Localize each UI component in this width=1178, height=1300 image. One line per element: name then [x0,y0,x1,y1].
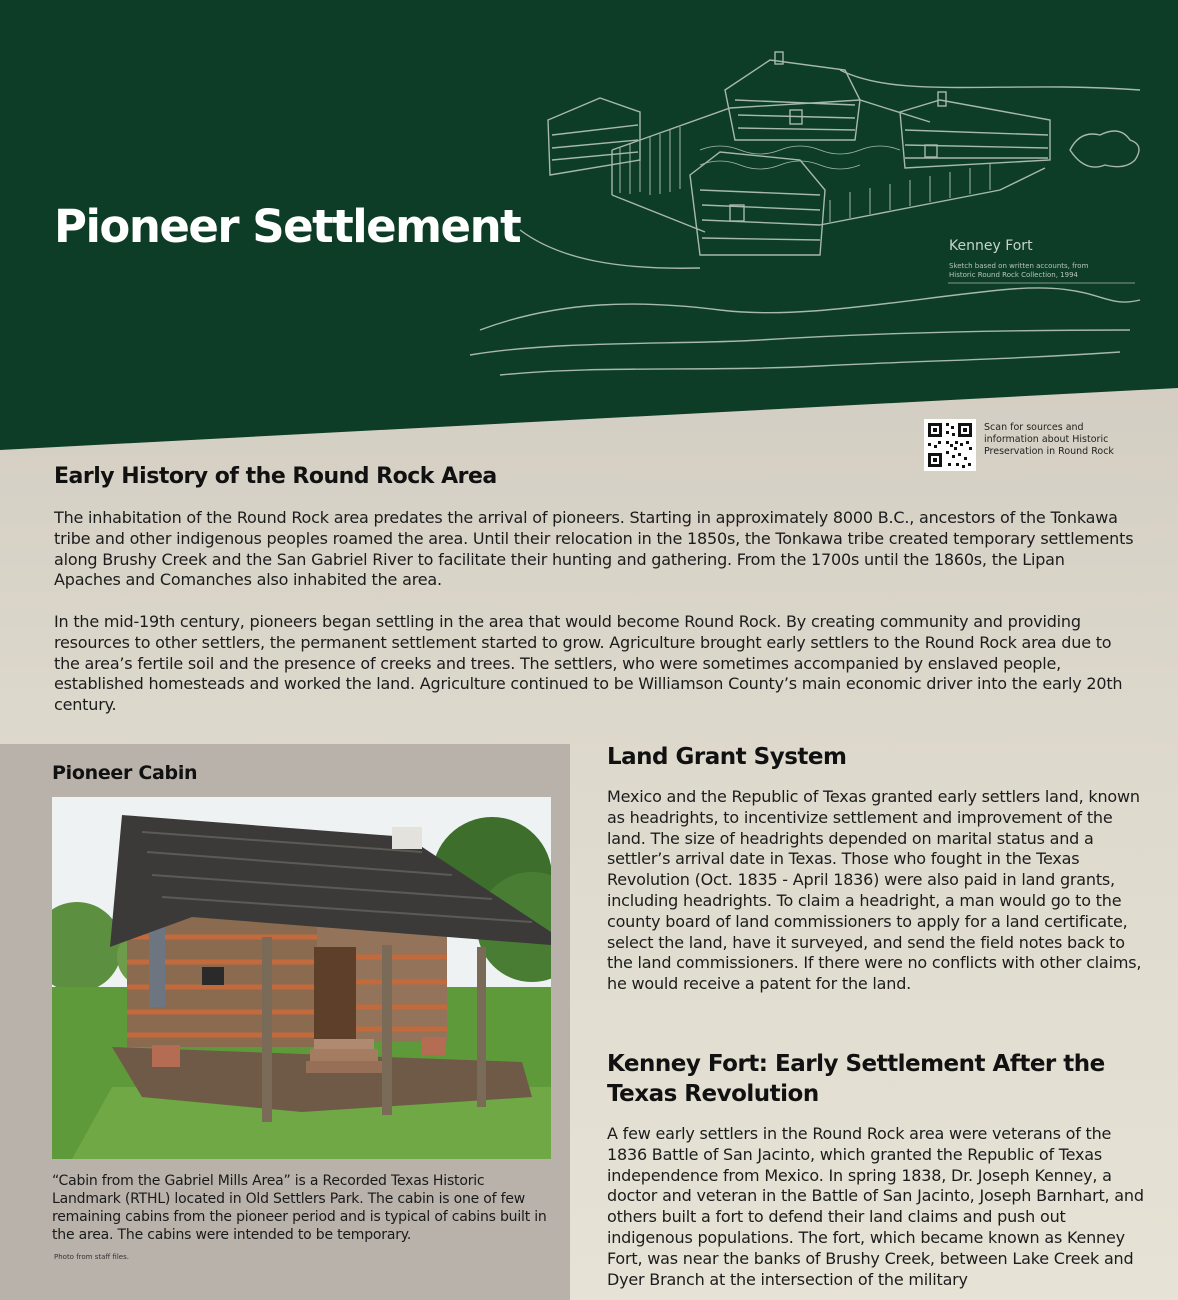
header-banner [0,0,1178,460]
pioneer-cabin-caption: “Cabin from the Gabriel Mills Area” is a Recorded Texas Historic Landmark (RTHL) located in Old Settlers Park. The cabin is one of few remaining cabins from the pioneer period and is typical of cabins built in the area. The cabins were intended to be temporary. [52,1173,547,1243]
qr-code[interactable] [924,419,976,471]
fort-caption-title: Kenney Fort [949,238,1033,254]
land-grant-title: Land Grant System [607,744,847,770]
kenney-fort-paragraph: A few early settlers in the Round Rock area were veterans of the 1836 Battle of San Jacinto, which granted the Republic of Texas independence from Mexico. In spring 1838, Dr. Joseph Kenney, a doctor and veteran in the Battle of San Jacinto, Joseph Barnhart, and others built a fort to defend their land claims and push out indigenous populations. The fort, which became known as Kenney Fort, was near the banks of Brushy Creek, between Lake Creek and Dyer Branch at the intersection of the military [607,1124,1144,1289]
early-history-paragraph-2: In the mid-19th century, pioneers began settling in the area that would become Round Rock. By creating community and providing resources to other settlers, the permanent settlement started to grow. Agriculture brought early settlers to the Round Rock area due to the area’s fertile soil and the presence of creeks and trees. The settlers, who were sometimes accompanied by enslaved people, established homesteads and worked the land. Agriculture continued to be Williamson County’s main economic driver into the early 20th century. [54,612,1123,715]
photo-credit: Photo from staff files. [54,1253,129,1261]
fort-caption-subtitle: Sketch based on written accounts, from Historic Round Rock Collection, 1994 [949,262,1089,279]
pioneer-cabin-photo [52,797,551,1159]
kenney-fort-title: Kenney Fort: Early Settlement After the Texas Revolution [607,1051,1105,1107]
land-grant-paragraph: Mexico and the Republic of Texas granted early settlers land, known as headrights, to incentivize settlement and improvement of the land. The size of headrights depended on marital status and a settler’s arrival date in Texas. Those who fought in the Texas Revolution (Oct. 1835 - April 1836) were also paid in land grants, including headrights. To claim a headright, a man would go to the county board of land commissioners to apply for a land certificate, select the land, have it surveyed, and send the field notes back to the land commissioners. If there were no conflicts with other claims, he would receive a patent for the land. [607,787,1142,994]
page-title: Pioneer Settlement [54,200,521,253]
pioneer-cabin-title: Pioneer Cabin [52,762,198,784]
early-history-title: Early History of the Round Rock Area [54,464,497,489]
qr-description: Scan for sources and information about Historic Preservation in Round Rock [984,422,1114,457]
early-history-paragraph-1: The inhabitation of the Round Rock area predates the arrival of pioneers. Starting in approximately 8000 B.C., ancestors of the Tonkawa tribe and other indigenous peoples roamed the area. Until their relocation in the 1850s, the Tonkawa tribe created temporary settlements along Brushy Creek and the San Gabriel River to facilitate their hunting and gathering. From the 1700s until the 1860s, the Lipan Apaches and Comanches also inhabited the area. [54,508,1134,590]
